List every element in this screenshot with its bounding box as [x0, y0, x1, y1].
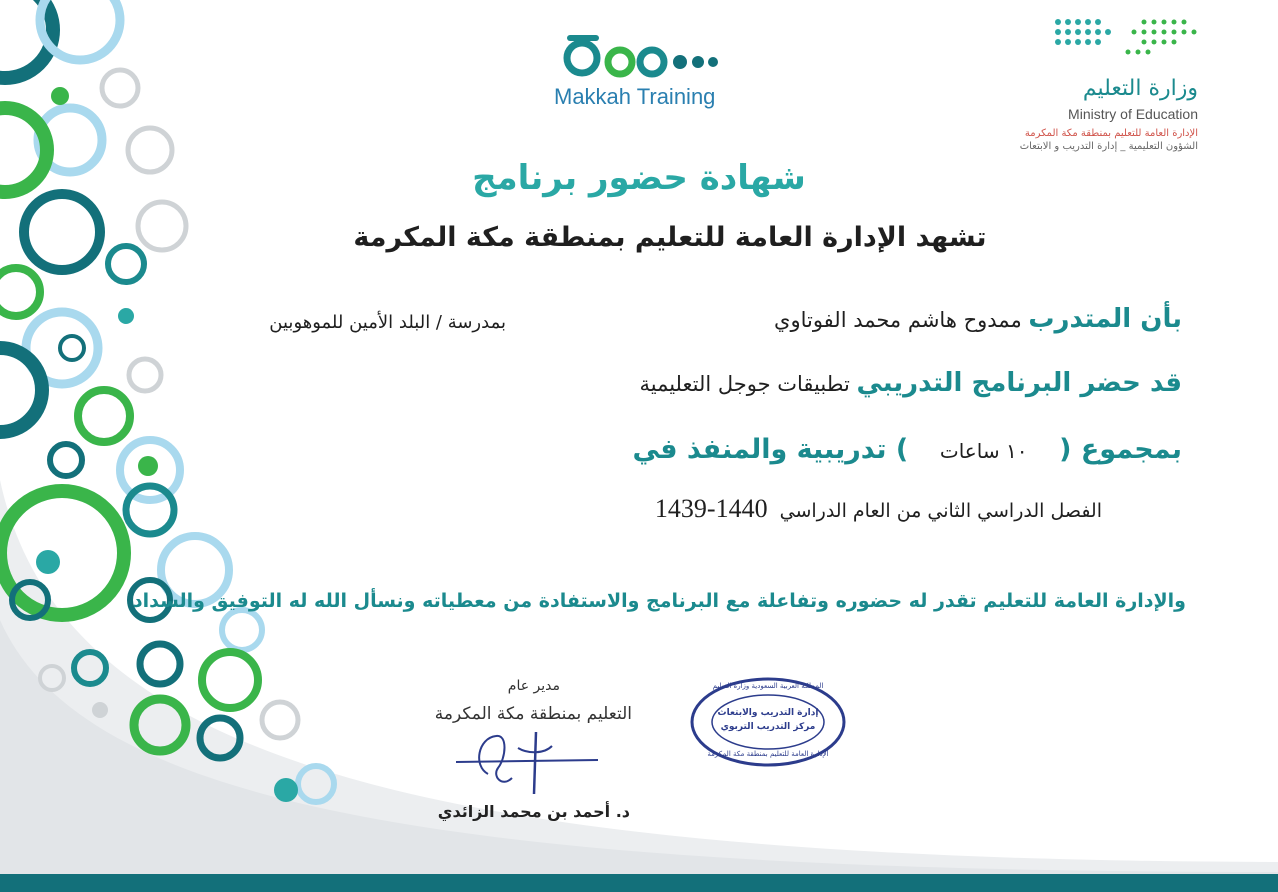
hours-line [633, 434, 1182, 465]
academic-year: 1440-1439 [654, 494, 768, 523]
ministry-name-en: Ministry of Education [1068, 106, 1198, 122]
program-name: تطبيقات جوجل التعليمية [639, 372, 850, 396]
hours-suffix: ) تدريبية والمنفذ في [632, 434, 909, 465]
ministry-logo [918, 76, 1198, 152]
trainee-label: بأن المتدرب [1028, 304, 1182, 334]
signer-name: د. أحمد بن محمد الزائدي [437, 802, 630, 821]
ministry-name-ar: وزارة التعليم [1082, 76, 1198, 101]
training-logo-text: Makkah Training [554, 84, 716, 109]
term-line [655, 494, 1102, 524]
trainee-line [774, 304, 1182, 334]
term-text: الفصل الدراسي الثاني من العام الدراسي [779, 500, 1102, 522]
signer-title2: التعليم بمنطقة مكة المكرمة [434, 704, 632, 724]
school-name: بمدرسة / البلد الأمين للموهوبين [269, 312, 506, 333]
stamp-outer-top: المملكة العربية السعودية وزارة التعليم [712, 682, 824, 690]
certificate-subtitle: تشهد الإدارة العامة للتعليم بمنطقة مكة المكرمة [353, 222, 987, 253]
makkah-training-logo [548, 28, 728, 114]
closing-text: والإدارة العامة للتعليم تقدر له حضوره وتفاعلة مع البرنامج والاستفادة من معطياته ونسأل الله له التوفيق والسداد [132, 590, 1186, 612]
handwritten-signature [448, 728, 618, 798]
signer-title1: مدير عام [507, 678, 560, 694]
stamp-line2: مركز التدريب التربوي [720, 722, 816, 732]
ministry-dept-line2: الشؤون التعليمية _ إدارة التدريب و الابتعاث [1019, 141, 1198, 152]
stamp-line1: إدارة التدريب والابتعاث [717, 708, 819, 718]
ministry-emblem-icon [1048, 14, 1198, 62]
hours-label: بمجموع ( [1059, 434, 1182, 465]
stamp-outer-bottom: الإدارة العامة للتعليم بمنطقة مكة المكرمة [707, 750, 829, 758]
program-line [639, 368, 1182, 398]
program-label: قد حضر البرنامج التدريبي [856, 368, 1182, 398]
official-stamp [688, 676, 848, 768]
trainee-name: ممدوح هاشم محمد الفوتاوي [774, 308, 1022, 332]
training-logo-icon [548, 28, 728, 84]
ministry-dept-line1: الإدارة العامة للتعليم بمنطقة مكة المكرمة [1024, 128, 1198, 139]
hours-value: ١٠ ساعات [939, 439, 1028, 463]
certificate-title: شهادة حضور برنامج [472, 158, 806, 198]
